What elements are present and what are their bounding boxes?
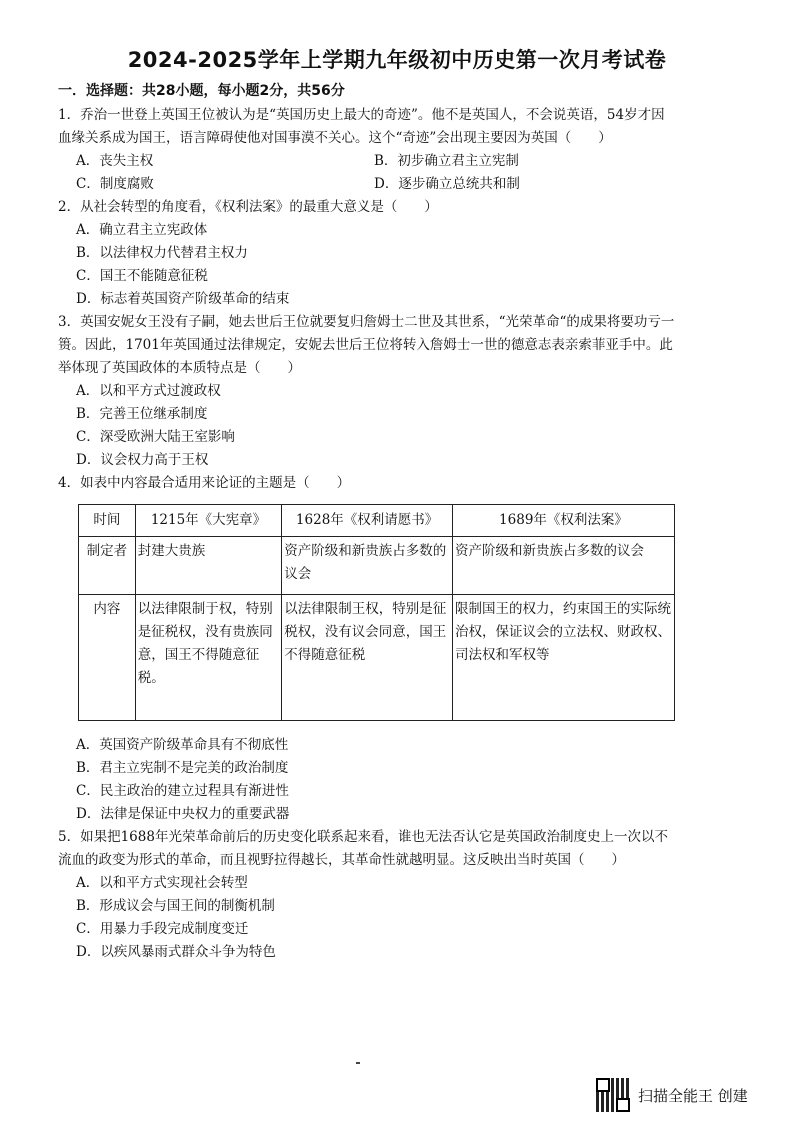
question-3-stem: 3．英国安妮女王没有子嗣，她去世后王位就要复归詹姆士二世及其世系，“光荣革命“的成果将要功亏一篑。因此，1701年英国通过法律规定，安妮去世后王位将转入詹姆士一世的德意志表亲索菲亚手中。此举体现了英国政体的本质特点是（ ） [58,314,675,376]
table-cell: 限制国王的权力，约束国王的实际统治权，保证议会的立法权、财政权、司法权和军权等 [452,595,674,721]
question-3-option-b[interactable]: B．完善王位继承制度 [76,406,208,422]
question-1-option-b[interactable]: B．初步确立君主立宪制 [374,153,519,169]
page-mark [356,1062,360,1064]
table-header-cell: 1215年《大宪章》 [135,505,282,537]
table-cell: 封建大贵族 [135,537,282,595]
question-4-option-b[interactable]: B．君主立宪制不是完美的政治制度 [76,760,289,776]
question-2-stem: 2．从社会转型的角度看，《权利法案》的最重大意义是（ ） [58,199,438,215]
question-3-option-d[interactable]: D．议会权力高于王权 [76,452,209,468]
question-4-option-a[interactable]: A．英国资产阶级革命具有不彻底性 [76,737,289,753]
scanner-watermark [596,1078,748,1112]
question-3-option-c[interactable]: C．深受欧洲大陆王室影响 [76,429,235,445]
table-header-cell: 1689年《权利法案》 [452,505,674,537]
question-5-option-a[interactable]: A．以和平方式实现社会转型 [76,875,248,891]
section-heading: 一．选择题：共28小题，每小题2分，共56分 [58,83,345,99]
qr-code-icon [596,1078,630,1112]
table-row [79,537,675,595]
questions-block-1 [58,104,678,495]
question-5-option-c[interactable]: C．用暴力手段完成制度变迁 [76,921,249,937]
question-2-option-b[interactable]: B．以法律权力代替君主权力 [76,245,248,261]
table-cell: 内容 [79,595,136,721]
table-cell: 以法律限制于权，特别是征税权，没有贵族同意，国王不得随意征税。 [135,595,282,721]
table-cell: 以法律限制王权，特别是征税权，没有议会同意，国王不得随意征税 [282,595,453,721]
table-cell: 资产阶级和新贵族占多数的议会 [452,537,674,595]
question-2-option-a[interactable]: A．确立君主立宪政体 [76,222,208,238]
question-4-option-d[interactable]: D．法律是保证中央权力的重要武器 [76,806,290,822]
question-1-option-d[interactable]: D．逐步确立总统共和制 [374,176,520,192]
questions-block-2 [58,734,678,964]
question-1-option-a[interactable]: A．丧失主权 [76,153,154,169]
question-4-option-c[interactable]: C．民主政治的建立过程具有渐进性 [76,783,289,799]
question-1-stem: 1．乔治一世登上英国王位被认为是“英国历史上最大的奇迹”。他不是英国人，不会说英语，54岁才因血缘关系成为国王，语言障碍使他对国事漠不关心。这个“奇迹”会出现主要因为英国（ ） [58,107,665,146]
scanner-label: 扫描全能王 创建 [638,1086,748,1105]
table-header-cell: 时间 [79,505,136,537]
page-title: 2024-2025学年上学期九年级初中历史第一次月考试卷 [127,48,667,72]
question-5-option-d[interactable]: D．以疾风暴雨式群众斗争为特色 [76,944,276,960]
question-1-option-c[interactable]: C．制度腐败 [76,176,154,192]
question-4-stem: 4．如表中内容最合适用来论证的主题是（ ） [58,475,351,491]
table-header-row [79,505,675,537]
table-header-cell: 1628年《权利请愿书》 [282,505,453,537]
table-cell: 制定者 [79,537,136,595]
question-5-option-b[interactable]: B．形成议会与国王间的制衡机制 [76,898,275,914]
question-3-option-a[interactable]: A．以和平方式过渡政权 [76,383,221,399]
question-1-options-row-1 [76,150,678,173]
question-2-option-c[interactable]: C．国王不能随意征税 [76,268,208,284]
comparison-table [78,504,675,721]
table-row [79,595,675,721]
question-5-stem: 5．如果把1688年光荣革命前后的历史变化联系起来看，谁也无法否认它是英国政治制度史上一次以不流血的政变为形式的革命，而且视野拉得越长，其革命性就越明显。这反映出当时英国（ ） [58,829,668,868]
table-cell: 资产阶级和新贵族占多数的议会 [282,537,453,595]
question-1-options-row-2 [76,173,678,196]
question-2-option-d[interactable]: D．标志着英国资产阶级革命的结束 [76,291,290,307]
